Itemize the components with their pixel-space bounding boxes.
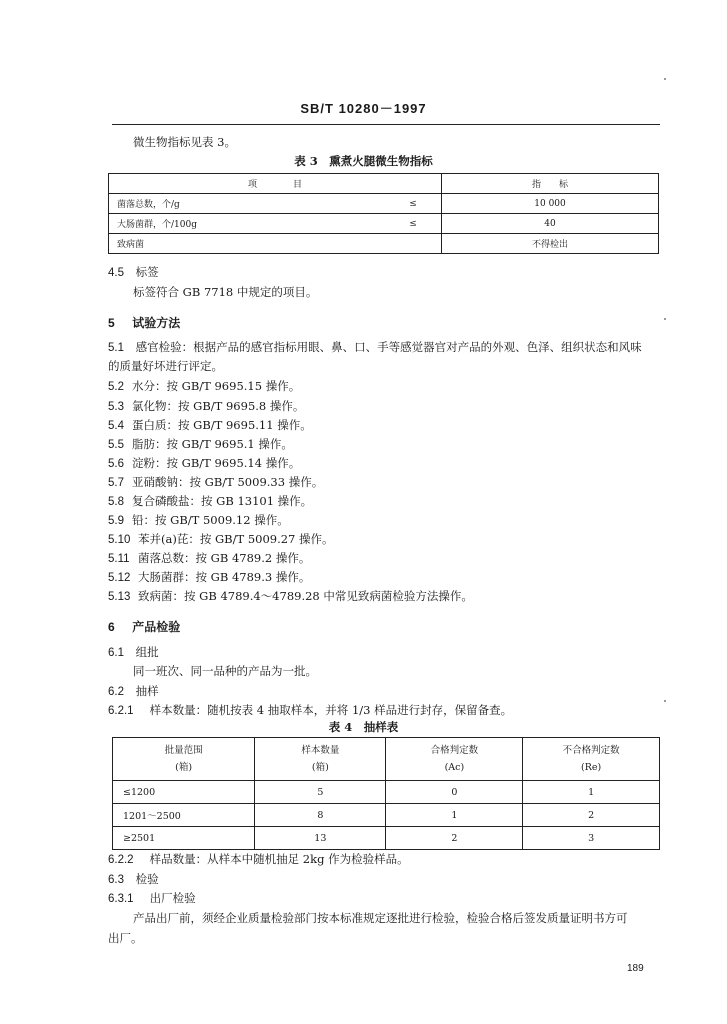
head-unit: (箱) bbox=[175, 762, 193, 773]
method-text: 大肠菌群：按 GB 4789.3 操作。 bbox=[138, 570, 311, 584]
head-line: 不合格判定数 bbox=[562, 745, 620, 756]
method-item bbox=[108, 494, 312, 510]
table-row bbox=[113, 738, 660, 781]
head-unit: (Re) bbox=[581, 762, 602, 773]
table4-cell-sample: 5 bbox=[255, 781, 386, 804]
table4-cell-ac: 0 bbox=[386, 781, 523, 804]
table3-cell-op: ≤ bbox=[385, 214, 442, 234]
section-6-2-2 bbox=[108, 852, 409, 868]
table4-caption: 表 4 抽样表 bbox=[328, 720, 399, 734]
table-row bbox=[109, 214, 659, 234]
method-text: 菌落总数：按 GB 4789.2 操作。 bbox=[138, 551, 311, 565]
method-item bbox=[108, 437, 293, 453]
section-4-5-heading bbox=[108, 265, 159, 281]
table3-cell-op: ≤ bbox=[385, 194, 442, 214]
section-text: 样品数量：从样本中随机抽足 2kg 作为检验样品。 bbox=[149, 852, 409, 866]
table4-sampling-table bbox=[112, 737, 660, 850]
table3-microbiological-indicators bbox=[108, 173, 659, 254]
section-6-1-body: 同一班次、同一品种的产品为一批。 bbox=[133, 664, 317, 678]
section-number: 6.2.2 bbox=[108, 854, 134, 866]
method-number: 5.7 bbox=[108, 477, 124, 489]
section-title: 组批 bbox=[135, 645, 159, 659]
method-text: 致病菌：按 GB 4789.4～4789.28 中常见致病菌检验方法操作。 bbox=[138, 589, 473, 603]
section-number: 5 bbox=[108, 316, 115, 330]
section-number: 6.3 bbox=[108, 874, 124, 886]
section-number: 6.2.1 bbox=[108, 705, 134, 717]
section-6-heading bbox=[108, 618, 180, 635]
method-text: 脂肪：按 GB/T 9695.1 操作。 bbox=[132, 437, 293, 451]
header-rule bbox=[112, 124, 660, 125]
scan-speck bbox=[664, 78, 666, 80]
table3-cell-value: 10 000 bbox=[442, 194, 659, 214]
table-row bbox=[113, 781, 660, 804]
section-6-3-heading bbox=[108, 872, 159, 888]
section-number: 6.2 bbox=[108, 686, 124, 698]
table3-head-indicator: 指 标 bbox=[442, 174, 659, 194]
method-text: 复合磷酸盐：按 GB 13101 操作。 bbox=[132, 494, 313, 508]
section-text: 感官检验：根据产品的感官指标用眼、鼻、口、手等感觉器官对产品的外观、色泽、组织状态和风味 bbox=[135, 340, 642, 354]
table3-cell-value: 不得检出 bbox=[442, 234, 659, 254]
method-number: 5.12 bbox=[108, 572, 131, 584]
section-5-1-line1 bbox=[108, 340, 642, 356]
table4-cell-sample: 8 bbox=[255, 804, 386, 827]
section-6-3-1-line2: 出厂。 bbox=[108, 931, 143, 945]
section-number: 6.1 bbox=[108, 647, 124, 659]
table4-cell-range: ≥2501 bbox=[113, 827, 255, 850]
method-number: 5.6 bbox=[108, 458, 124, 470]
section-6-3-1-heading bbox=[108, 891, 196, 907]
method-item bbox=[108, 551, 310, 567]
table4-cell-re: 1 bbox=[523, 781, 660, 804]
section-number: 4.5 bbox=[108, 267, 124, 279]
table4-cell-ac: 1 bbox=[386, 804, 523, 827]
table3-cell-item: 致病菌 bbox=[109, 234, 386, 254]
method-item bbox=[108, 399, 304, 415]
head-line: 样本数量 bbox=[301, 745, 340, 756]
table4-cell-sample: 13 bbox=[255, 827, 386, 850]
method-item bbox=[108, 379, 300, 395]
method-text: 淀粉：按 GB/T 9695.14 操作。 bbox=[132, 456, 301, 470]
method-number: 5.10 bbox=[108, 534, 131, 546]
section-4-5-body: 标签符合 GB 7718 中规定的项目。 bbox=[133, 285, 318, 299]
method-number: 5.8 bbox=[108, 496, 124, 508]
method-item bbox=[108, 589, 473, 605]
method-item bbox=[108, 418, 312, 434]
table4-head-ac bbox=[386, 738, 523, 781]
method-text: 铅：按 GB/T 5009.12 操作。 bbox=[132, 513, 289, 527]
method-item bbox=[108, 456, 300, 472]
table3-caption: 表 3 熏煮火腿微生物指标 bbox=[294, 154, 433, 168]
table4-cell-range: 1201～2500 bbox=[113, 804, 255, 827]
section-number: 6 bbox=[108, 620, 115, 634]
table4-head-sample bbox=[255, 738, 386, 781]
table-row bbox=[113, 804, 660, 827]
table4-cell-ac: 2 bbox=[386, 827, 523, 850]
head-unit: (Ac) bbox=[444, 762, 465, 773]
section-number: 6.3.1 bbox=[108, 893, 134, 905]
method-number: 5.4 bbox=[108, 420, 124, 432]
method-number: 5.3 bbox=[108, 401, 124, 413]
table4-head-re bbox=[523, 738, 660, 781]
table-row bbox=[109, 234, 659, 254]
intro-line: 微生物指标见表 3。 bbox=[133, 135, 236, 149]
table3-cell-op bbox=[385, 234, 442, 254]
page-number: 189 bbox=[627, 963, 644, 974]
head-line: 批量范围 bbox=[164, 745, 203, 756]
section-title: 产品检验 bbox=[132, 620, 181, 634]
table-row bbox=[109, 174, 659, 194]
method-number: 5.9 bbox=[108, 515, 124, 527]
section-title: 试验方法 bbox=[132, 316, 181, 330]
table4-cell-re: 2 bbox=[523, 804, 660, 827]
section-title: 出厂检验 bbox=[149, 891, 196, 905]
method-item bbox=[108, 532, 334, 548]
section-title: 检验 bbox=[135, 872, 159, 886]
table3-cell-value: 40 bbox=[442, 214, 659, 234]
method-number: 5.2 bbox=[108, 381, 124, 393]
method-number: 5.11 bbox=[108, 553, 130, 565]
table-row bbox=[113, 827, 660, 850]
method-number: 5.13 bbox=[108, 591, 131, 603]
table3-cell-item: 大肠菌群，个/100g bbox=[109, 214, 386, 234]
table4-cell-range: ≤1200 bbox=[113, 781, 255, 804]
section-6-3-1-line1: 产品出厂前，须经企业质量检验部门按本标准规定逐批进行检验，检验合格后签发质量证明书方可 bbox=[133, 911, 628, 925]
section-text: 样本数量：随机按表 4 抽取样本，并将 1/3 样品进行封存，保留备查。 bbox=[149, 703, 513, 717]
section-6-2-1 bbox=[108, 703, 512, 719]
table4-cell-re: 3 bbox=[523, 827, 660, 850]
section-5-1-line2: 的质量好坏进行评定。 bbox=[108, 359, 223, 373]
section-6-2-heading bbox=[108, 684, 159, 700]
table3-head-item: 项 目 bbox=[109, 174, 442, 194]
table4-head-range bbox=[113, 738, 255, 781]
scan-speck bbox=[664, 700, 666, 702]
method-text: 苯并(a)芘：按 GB/T 5009.27 操作。 bbox=[138, 532, 334, 546]
method-text: 水分：按 GB/T 9695.15 操作。 bbox=[132, 379, 301, 393]
section-number: 5.1 bbox=[108, 342, 124, 354]
method-item bbox=[108, 475, 323, 491]
method-text: 蛋白质：按 GB/T 9695.11 操作。 bbox=[132, 418, 312, 432]
method-item bbox=[108, 570, 310, 586]
head-line: 合格判定数 bbox=[430, 745, 479, 756]
method-text: 氯化物：按 GB/T 9695.8 操作。 bbox=[132, 399, 305, 413]
table3-cell-item: 菌落总数，个/g bbox=[109, 194, 386, 214]
section-6-1-heading bbox=[108, 645, 159, 661]
section-title: 标签 bbox=[135, 265, 159, 279]
method-item bbox=[108, 513, 289, 529]
method-text: 亚硝酸钠：按 GB/T 5009.33 操作。 bbox=[132, 475, 324, 489]
head-unit: (箱) bbox=[311, 762, 329, 773]
section-title: 抽样 bbox=[135, 684, 159, 698]
method-number: 5.5 bbox=[108, 439, 124, 451]
section-5-heading bbox=[108, 314, 180, 331]
table-row bbox=[109, 194, 659, 214]
scan-speck bbox=[664, 318, 666, 320]
standard-code-header: SB/T 10280－1997 bbox=[300, 101, 427, 116]
